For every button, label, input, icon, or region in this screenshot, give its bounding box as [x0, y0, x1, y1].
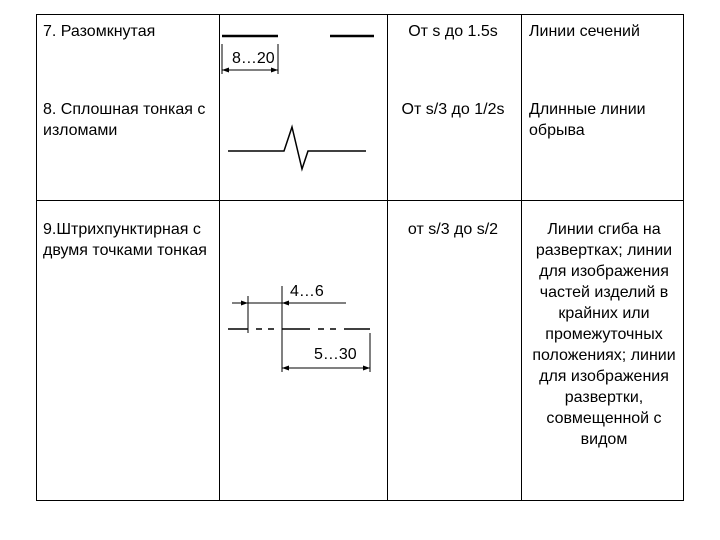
row7-name: 7. Разомкнутая — [43, 23, 156, 40]
row8-name: 8. Сплошная тонкая с изломами — [43, 101, 206, 139]
dim-label-8-20: 8…20 — [232, 50, 275, 67]
zigzag-line-sample — [228, 127, 366, 169]
dim-label-5-30: 5…30 — [314, 346, 357, 363]
row7-purpose: Линии сечений — [529, 23, 640, 40]
row9-name: 9.Штрихпунктирная с двумя точками тонкая — [43, 221, 207, 259]
row9-purpose: Линии сгиба на развертках; линии для изображения частей изделий в крайних или промежуточных положениях; линии для изображения развертки, совмещенной с видом — [532, 221, 676, 448]
row8-purpose: Длинные линии обрыва — [529, 101, 646, 139]
row7-thickness: От s до 1.5s — [408, 23, 498, 40]
dim-label-4-6: 4…6 — [290, 283, 324, 300]
row8-thickness: От s/3 до 1/2s — [401, 101, 505, 118]
row9-thickness: от s/3 до s/2 — [407, 221, 499, 238]
